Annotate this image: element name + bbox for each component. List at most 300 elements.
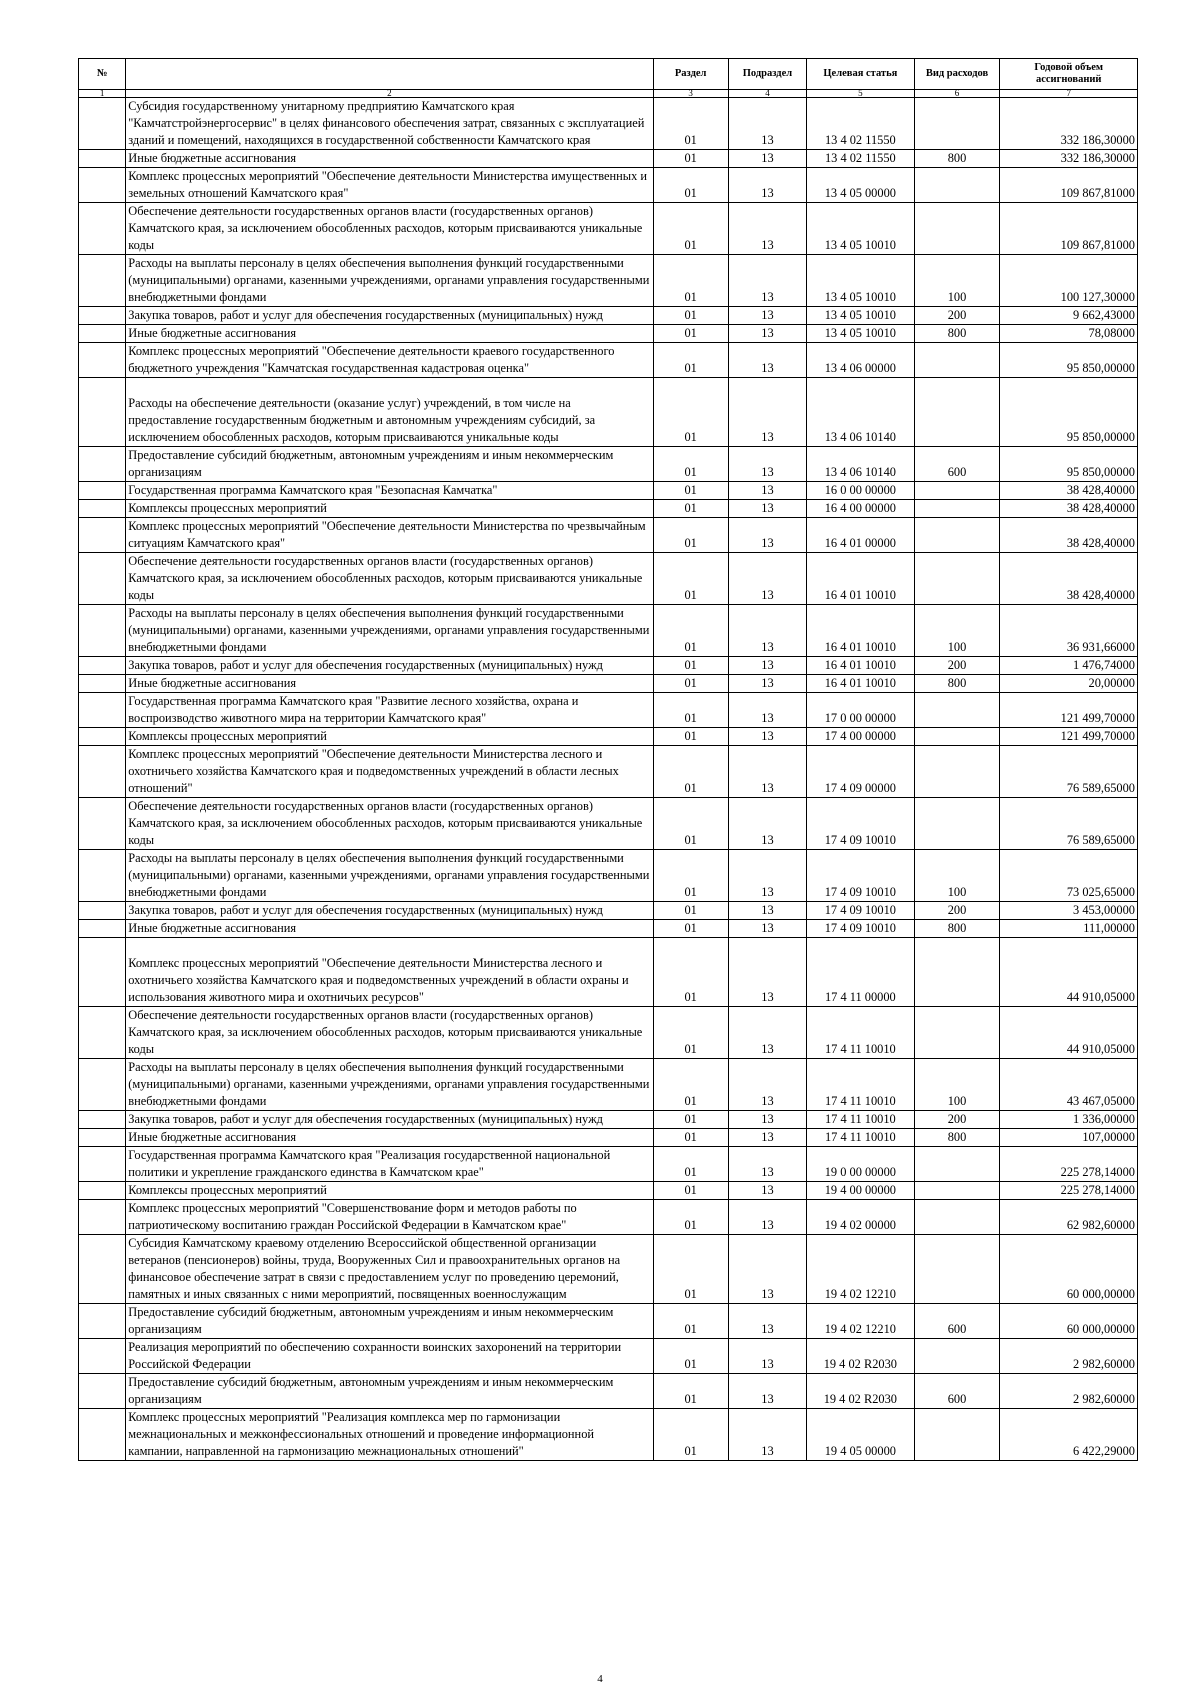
row-podrazdel-cell: 13 [728, 378, 806, 447]
table-row [79, 902, 1138, 920]
row-expense-type-cell [914, 1200, 1000, 1235]
row-amount-cell: 78,08000 [1000, 325, 1138, 343]
row-name-cell: Комплексы процессных мероприятий [126, 1182, 653, 1200]
table-row [79, 938, 1138, 1007]
row-podrazdel-cell: 13 [728, 657, 806, 675]
row-number-cell [79, 325, 126, 343]
row-target-article-cell: 17 4 11 10010 [807, 1059, 914, 1111]
row-amount-cell: 332 186,30000 [1000, 150, 1138, 168]
row-razdel-cell: 01 [653, 168, 728, 203]
row-razdel-cell: 01 [653, 728, 728, 746]
row-expense-type-cell [914, 693, 1000, 728]
row-expense-type-cell: 600 [914, 1304, 1000, 1339]
row-name-cell: Обеспечение деятельности государственных органов власти (государственных органов) Камчатского края, за исключением обособленных расходов, которым присваиваются уникальные коды [126, 203, 653, 255]
table-row [79, 1007, 1138, 1059]
row-expense-type-cell [914, 728, 1000, 746]
row-number-cell [79, 1182, 126, 1200]
row-expense-type-cell [914, 168, 1000, 203]
row-amount-cell: 95 850,00000 [1000, 378, 1138, 447]
row-razdel-cell: 01 [653, 605, 728, 657]
table-row [79, 1409, 1138, 1461]
budget-rows [79, 98, 1138, 1461]
row-name-cell: Комплекс процессных мероприятий "Реализация комплекса мер по гармонизации межнациональных и межконфессиональных отношений и проведение информационной кампании, направленной на гармонизацию межнациональных отношений" [126, 1409, 653, 1461]
row-name-cell: Иные бюджетные ассигнования [126, 675, 653, 693]
row-podrazdel-cell: 13 [728, 150, 806, 168]
row-razdel-cell: 01 [653, 1007, 728, 1059]
column-number: 2 [126, 90, 653, 98]
row-expense-type-cell: 800 [914, 920, 1000, 938]
row-podrazdel-cell: 13 [728, 518, 806, 553]
row-expense-type-cell [914, 1007, 1000, 1059]
row-expense-type-cell: 800 [914, 150, 1000, 168]
row-expense-type-cell: 100 [914, 255, 1000, 307]
row-name-cell: Закупка товаров, работ и услуг для обеспечения государственных (муниципальных) нужд [126, 1111, 653, 1129]
table-row [79, 1129, 1138, 1147]
row-razdel-cell: 01 [653, 447, 728, 482]
row-target-article-cell: 19 4 02 R2030 [807, 1374, 914, 1409]
row-razdel-cell: 01 [653, 1147, 728, 1182]
row-amount-cell: 109 867,81000 [1000, 168, 1138, 203]
row-target-article-cell: 17 4 11 00000 [807, 938, 914, 1007]
row-razdel-cell: 01 [653, 920, 728, 938]
row-target-article-cell: 19 4 02 00000 [807, 1200, 914, 1235]
table-row [79, 1111, 1138, 1129]
row-number-cell [79, 1304, 126, 1339]
row-amount-cell: 60 000,00000 [1000, 1304, 1138, 1339]
row-podrazdel-cell: 13 [728, 168, 806, 203]
row-expense-type-cell [914, 1235, 1000, 1304]
table-row [79, 255, 1138, 307]
row-podrazdel-cell: 13 [728, 1007, 806, 1059]
row-amount-cell: 225 278,14000 [1000, 1147, 1138, 1182]
row-number-cell [79, 150, 126, 168]
row-name-cell: Закупка товаров, работ и услуг для обеспечения государственных (муниципальных) нужд [126, 307, 653, 325]
row-number-cell [79, 203, 126, 255]
row-number-cell [79, 255, 126, 307]
table-row [79, 1374, 1138, 1409]
row-expense-type-cell [914, 482, 1000, 500]
row-target-article-cell: 13 4 05 10010 [807, 203, 914, 255]
row-name-cell: Обеспечение деятельности государственных органов власти (государственных органов) Камчатского края, за исключением обособленных расходов, которым присваиваются уникальные коды [126, 1007, 653, 1059]
row-amount-cell: 1 336,00000 [1000, 1111, 1138, 1129]
row-expense-type-cell: 600 [914, 1374, 1000, 1409]
table-row [79, 1182, 1138, 1200]
row-razdel-cell: 01 [653, 378, 728, 447]
row-name-cell: Комплексы процессных мероприятий [126, 500, 653, 518]
row-razdel-cell: 01 [653, 203, 728, 255]
row-target-article-cell: 17 4 09 10010 [807, 798, 914, 850]
row-amount-cell: 44 910,05000 [1000, 1007, 1138, 1059]
table-row [79, 482, 1138, 500]
row-name-cell: Предоставление субсидий бюджетным, автономным учреждениям и иным некоммерческим организациям [126, 1374, 653, 1409]
row-number-cell [79, 1129, 126, 1147]
row-razdel-cell: 01 [653, 850, 728, 902]
row-expense-type-cell [914, 798, 1000, 850]
row-number-cell [79, 1111, 126, 1129]
row-number-cell [79, 343, 126, 378]
row-target-article-cell: 19 0 00 00000 [807, 1147, 914, 1182]
row-podrazdel-cell: 13 [728, 343, 806, 378]
row-podrazdel-cell: 13 [728, 255, 806, 307]
row-name-cell: Комплексы процессных мероприятий [126, 728, 653, 746]
row-amount-cell: 121 499,70000 [1000, 728, 1138, 746]
column-number: 1 [79, 90, 126, 98]
row-razdel-cell: 01 [653, 1374, 728, 1409]
row-razdel-cell: 01 [653, 902, 728, 920]
row-amount-cell: 60 000,00000 [1000, 1235, 1138, 1304]
column-number: 3 [653, 90, 728, 98]
row-podrazdel-cell: 13 [728, 1111, 806, 1129]
table-row [79, 378, 1138, 447]
row-target-article-cell: 16 4 01 10010 [807, 675, 914, 693]
row-number-cell [79, 920, 126, 938]
budget-sheet [78, 58, 1138, 1461]
row-target-article-cell: 19 4 02 R2030 [807, 1339, 914, 1374]
table-row [79, 343, 1138, 378]
table-row [79, 675, 1138, 693]
row-expense-type-cell: 800 [914, 1129, 1000, 1147]
header-name [126, 59, 653, 90]
row-razdel-cell: 01 [653, 307, 728, 325]
row-name-cell: Государственная программа Камчатского края "Безопасная Камчатка" [126, 482, 653, 500]
row-podrazdel-cell: 13 [728, 325, 806, 343]
row-amount-cell: 332 186,30000 [1000, 98, 1138, 150]
row-name-cell: Комплекс процессных мероприятий "Обеспечение деятельности краевого государственного бюджетного учреждения "Камчатская государственная кадастровая оценка" [126, 343, 653, 378]
row-expense-type-cell: 200 [914, 657, 1000, 675]
row-amount-cell: 62 982,60000 [1000, 1200, 1138, 1235]
row-podrazdel-cell: 13 [728, 500, 806, 518]
row-expense-type-cell [914, 518, 1000, 553]
row-amount-cell: 121 499,70000 [1000, 693, 1138, 728]
row-target-article-cell: 17 4 09 10010 [807, 850, 914, 902]
row-podrazdel-cell: 13 [728, 798, 806, 850]
row-razdel-cell: 01 [653, 553, 728, 605]
table-row [79, 605, 1138, 657]
row-number-cell [79, 693, 126, 728]
row-amount-cell: 38 428,40000 [1000, 553, 1138, 605]
row-razdel-cell: 01 [653, 98, 728, 150]
row-podrazdel-cell: 13 [728, 482, 806, 500]
row-target-article-cell: 13 4 02 11550 [807, 98, 914, 150]
row-amount-cell: 43 467,05000 [1000, 1059, 1138, 1111]
row-podrazdel-cell: 13 [728, 1304, 806, 1339]
table-row [79, 518, 1138, 553]
row-name-cell: Комплекс процессных мероприятий "Обеспечение деятельности Министерства имущественных и земельных отношений Камчатского края" [126, 168, 653, 203]
row-target-article-cell: 19 4 00 00000 [807, 1182, 914, 1200]
row-target-article-cell: 19 4 02 12210 [807, 1235, 914, 1304]
row-podrazdel-cell: 13 [728, 1059, 806, 1111]
table-row [79, 203, 1138, 255]
row-target-article-cell: 13 4 05 10010 [807, 255, 914, 307]
row-target-article-cell: 13 4 02 11550 [807, 150, 914, 168]
row-podrazdel-cell: 13 [728, 553, 806, 605]
row-number-cell [79, 1374, 126, 1409]
header-razdel: Раздел [653, 59, 728, 90]
header-podrazdel: Подраздел [728, 59, 806, 90]
row-number-cell [79, 1339, 126, 1374]
row-number-cell [79, 605, 126, 657]
row-expense-type-cell: 600 [914, 447, 1000, 482]
row-expense-type-cell [914, 378, 1000, 447]
row-name-cell: Расходы на выплаты персоналу в целях обеспечения выполнения функций государственными (муниципальными) органами, казенными учреждениями, органами управления государственными внебюджетными фондами [126, 1059, 653, 1111]
row-target-article-cell: 17 4 09 00000 [807, 746, 914, 798]
row-name-cell: Расходы на выплаты персоналу в целях обеспечения выполнения функций государственными (муниципальными) органами, казенными учреждениями, органами управления государственными внебюджетными фондами [126, 605, 653, 657]
row-amount-cell: 107,00000 [1000, 1129, 1138, 1147]
header-expense-type: Вид расходов [914, 59, 1000, 90]
row-amount-cell: 38 428,40000 [1000, 482, 1138, 500]
row-amount-cell: 20,00000 [1000, 675, 1138, 693]
row-target-article-cell: 13 4 05 10010 [807, 307, 914, 325]
row-target-article-cell: 13 4 05 00000 [807, 168, 914, 203]
row-target-article-cell: 17 4 11 10010 [807, 1111, 914, 1129]
row-expense-type-cell: 100 [914, 850, 1000, 902]
row-number-cell [79, 378, 126, 447]
row-razdel-cell: 01 [653, 675, 728, 693]
row-target-article-cell: 13 4 06 00000 [807, 343, 914, 378]
row-podrazdel-cell: 13 [728, 920, 806, 938]
row-amount-cell: 44 910,05000 [1000, 938, 1138, 1007]
row-podrazdel-cell: 13 [728, 605, 806, 657]
table-row [79, 150, 1138, 168]
row-razdel-cell: 01 [653, 1200, 728, 1235]
row-number-cell [79, 798, 126, 850]
table-row [79, 850, 1138, 902]
row-name-cell: Иные бюджетные ассигнования [126, 1129, 653, 1147]
row-expense-type-cell: 200 [914, 902, 1000, 920]
row-target-article-cell: 16 4 01 10010 [807, 657, 914, 675]
row-razdel-cell: 01 [653, 1059, 728, 1111]
row-number-cell [79, 1235, 126, 1304]
row-amount-cell: 38 428,40000 [1000, 518, 1138, 553]
row-expense-type-cell [914, 1409, 1000, 1461]
row-expense-type-cell [914, 203, 1000, 255]
row-amount-cell: 95 850,00000 [1000, 343, 1138, 378]
row-amount-cell: 9 662,43000 [1000, 307, 1138, 325]
column-number: 5 [807, 90, 914, 98]
row-podrazdel-cell: 13 [728, 1200, 806, 1235]
row-podrazdel-cell: 13 [728, 675, 806, 693]
table-row [79, 1235, 1138, 1304]
row-amount-cell: 2 982,60000 [1000, 1374, 1138, 1409]
row-expense-type-cell [914, 98, 1000, 150]
row-razdel-cell: 01 [653, 938, 728, 1007]
row-name-cell: Субсидия государственному унитарному предприятию Камчатского края "Камчатстройэнергосервис" в целях финансового обеспечения затрат, связанных с эксплуатацией зданий и помещений, находящихся в государственной собственности Камчатского края [126, 98, 653, 150]
row-number-cell [79, 657, 126, 675]
row-name-cell: Государственная программа Камчатского края "Реализация государственной национальной политики и укрепление гражданского единства в Камчатском крае" [126, 1147, 653, 1182]
row-expense-type-cell [914, 746, 1000, 798]
table-row [79, 325, 1138, 343]
row-name-cell: Комплекс процессных мероприятий "Обеспечение деятельности Министерства лесного и охотничьего хозяйства Камчатского края и подведомственных учреждений в области охраны и использования животного мира и охотничьих ресурсов" [126, 938, 653, 1007]
row-podrazdel-cell: 13 [728, 1147, 806, 1182]
row-number-cell [79, 168, 126, 203]
row-razdel-cell: 01 [653, 1339, 728, 1374]
row-amount-cell: 38 428,40000 [1000, 500, 1138, 518]
row-razdel-cell: 01 [653, 255, 728, 307]
row-podrazdel-cell: 13 [728, 98, 806, 150]
row-expense-type-cell: 800 [914, 325, 1000, 343]
column-number: 6 [914, 90, 1000, 98]
row-amount-cell: 3 453,00000 [1000, 902, 1138, 920]
row-podrazdel-cell: 13 [728, 1409, 806, 1461]
row-amount-cell: 1 476,74000 [1000, 657, 1138, 675]
row-podrazdel-cell: 13 [728, 1182, 806, 1200]
row-target-article-cell: 17 4 11 10010 [807, 1007, 914, 1059]
row-expense-type-cell [914, 500, 1000, 518]
row-podrazdel-cell: 13 [728, 203, 806, 255]
row-expense-type-cell: 200 [914, 307, 1000, 325]
row-number-cell [79, 1007, 126, 1059]
row-razdel-cell: 01 [653, 150, 728, 168]
row-name-cell: Комплекс процессных мероприятий "Обеспечение деятельности Министерства лесного и охотничьего хозяйства Камчатского края и подведомственных учреждений в области лесных отношений" [126, 746, 653, 798]
row-razdel-cell: 01 [653, 657, 728, 675]
row-target-article-cell: 16 4 01 10010 [807, 605, 914, 657]
column-number-row [79, 90, 1138, 98]
row-name-cell: Государственная программа Камчатского края "Развитие лесного хозяйства, охрана и воспроизводство животного мира на территории Камчатского края" [126, 693, 653, 728]
row-expense-type-cell: 100 [914, 605, 1000, 657]
row-target-article-cell: 17 0 00 00000 [807, 693, 914, 728]
row-number-cell [79, 728, 126, 746]
row-number-cell [79, 98, 126, 150]
table-row [79, 98, 1138, 150]
row-name-cell: Предоставление субсидий бюджетным, автономным учреждениям и иным некоммерческим организациям [126, 447, 653, 482]
row-name-cell: Закупка товаров, работ и услуг для обеспечения государственных (муниципальных) нужд [126, 657, 653, 675]
table-row [79, 657, 1138, 675]
row-name-cell: Реализация мероприятий по обеспечению сохранности воинских захоронений на территории Российской Федерации [126, 1339, 653, 1374]
table-row [79, 746, 1138, 798]
row-podrazdel-cell: 13 [728, 746, 806, 798]
row-podrazdel-cell: 13 [728, 1235, 806, 1304]
table-row [79, 447, 1138, 482]
row-name-cell: Иные бюджетные ассигнования [126, 150, 653, 168]
row-razdel-cell: 01 [653, 693, 728, 728]
row-number-cell [79, 1147, 126, 1182]
row-podrazdel-cell: 13 [728, 307, 806, 325]
table-row [79, 728, 1138, 746]
row-target-article-cell: 17 4 09 10010 [807, 902, 914, 920]
row-razdel-cell: 01 [653, 1304, 728, 1339]
row-expense-type-cell [914, 1147, 1000, 1182]
row-name-cell: Субсидия Камчатскому краевому отделению Всероссийской общественной организации ветеранов (пенсионеров) войны, труда, Вооруженных Сил и правоохранительных органов на финансовое обеспечение затрат в связи с предоставлением услуг по проведению церемоний, памятных и иных связанных с ними мероприятий, посвященных военнослужащим [126, 1235, 653, 1304]
row-name-cell: Иные бюджетные ассигнования [126, 920, 653, 938]
header-row [79, 59, 1138, 90]
row-name-cell: Закупка товаров, работ и услуг для обеспечения государственных (муниципальных) нужд [126, 902, 653, 920]
row-expense-type-cell [914, 553, 1000, 605]
row-podrazdel-cell: 13 [728, 693, 806, 728]
row-target-article-cell: 19 4 02 12210 [807, 1304, 914, 1339]
row-target-article-cell: 16 0 00 00000 [807, 482, 914, 500]
table-row [79, 1147, 1138, 1182]
table-row [79, 500, 1138, 518]
row-razdel-cell: 01 [653, 798, 728, 850]
row-name-cell: Комплекс процессных мероприятий "Обеспечение деятельности Министерства по чрезвычайным ситуациям Камчатского края" [126, 518, 653, 553]
row-target-article-cell: 17 4 00 00000 [807, 728, 914, 746]
row-razdel-cell: 01 [653, 343, 728, 378]
row-number-cell [79, 1200, 126, 1235]
row-amount-cell: 111,00000 [1000, 920, 1138, 938]
row-expense-type-cell [914, 1182, 1000, 1200]
row-number-cell [79, 902, 126, 920]
row-amount-cell: 2 982,60000 [1000, 1339, 1138, 1374]
row-expense-type-cell [914, 938, 1000, 1007]
row-podrazdel-cell: 13 [728, 850, 806, 902]
row-razdel-cell: 01 [653, 500, 728, 518]
row-number-cell [79, 938, 126, 1007]
row-number-cell [79, 482, 126, 500]
row-target-article-cell: 16 4 01 00000 [807, 518, 914, 553]
row-expense-type-cell [914, 343, 1000, 378]
row-target-article-cell: 13 4 06 10140 [807, 378, 914, 447]
row-razdel-cell: 01 [653, 1409, 728, 1461]
row-number-cell [79, 1409, 126, 1461]
header-annual-amount: Годовой объем ассигнований [1000, 59, 1138, 90]
row-number-cell [79, 675, 126, 693]
row-amount-cell: 109 867,81000 [1000, 203, 1138, 255]
row-name-cell: Обеспечение деятельности государственных органов власти (государственных органов) Камчатского края, за исключением обособленных расходов, которым присваиваются уникальные коды [126, 553, 653, 605]
row-expense-type-cell [914, 1339, 1000, 1374]
row-razdel-cell: 01 [653, 746, 728, 798]
row-target-article-cell: 19 4 05 00000 [807, 1409, 914, 1461]
row-razdel-cell: 01 [653, 1235, 728, 1304]
row-name-cell: Комплекс процессных мероприятий "Совершенствование форм и методов работы по патриотическому воспитанию граждан Российской Федерации в Камчатском крае" [126, 1200, 653, 1235]
page-number: 4 [597, 1673, 603, 1685]
row-name-cell: Расходы на выплаты персоналу в целях обеспечения выполнения функций государственными (муниципальными) органами, казенными учреждениями, органами управления государственными внебюджетными фондами [126, 850, 653, 902]
row-expense-type-cell: 100 [914, 1059, 1000, 1111]
row-name-cell: Обеспечение деятельности государственных органов власти (государственных органов) Камчатского края, за исключением обособленных расходов, которым присваиваются уникальные коды [126, 798, 653, 850]
row-number-cell [79, 850, 126, 902]
column-number: 7 [1000, 90, 1138, 98]
budget-table [78, 58, 1138, 1461]
row-expense-type-cell: 200 [914, 1111, 1000, 1129]
table-row [79, 553, 1138, 605]
row-target-article-cell: 17 4 09 10010 [807, 920, 914, 938]
row-podrazdel-cell: 13 [728, 938, 806, 1007]
row-amount-cell: 225 278,14000 [1000, 1182, 1138, 1200]
table-row [79, 1339, 1138, 1374]
row-number-cell [79, 553, 126, 605]
row-number-cell [79, 307, 126, 325]
table-row [79, 1200, 1138, 1235]
row-target-article-cell: 17 4 11 10010 [807, 1129, 914, 1147]
row-expense-type-cell: 800 [914, 675, 1000, 693]
row-number-cell [79, 447, 126, 482]
row-amount-cell: 73 025,65000 [1000, 850, 1138, 902]
row-podrazdel-cell: 13 [728, 1374, 806, 1409]
row-target-article-cell: 16 4 00 00000 [807, 500, 914, 518]
row-number-cell [79, 518, 126, 553]
row-name-cell: Иные бюджетные ассигнования [126, 325, 653, 343]
row-amount-cell: 36 931,66000 [1000, 605, 1138, 657]
row-name-cell: Предоставление субсидий бюджетным, автономным учреждениям и иным некоммерческим организациям [126, 1304, 653, 1339]
table-row [79, 920, 1138, 938]
row-target-article-cell: 13 4 06 10140 [807, 447, 914, 482]
row-number-cell [79, 500, 126, 518]
table-row [79, 1304, 1138, 1339]
row-name-cell: Расходы на выплаты персоналу в целях обеспечения выполнения функций государственными (муниципальными) органами, казенными учреждениями, органами управления государственными внебюджетными фондами [126, 255, 653, 307]
row-podrazdel-cell: 13 [728, 728, 806, 746]
row-target-article-cell: 16 4 01 10010 [807, 553, 914, 605]
row-podrazdel-cell: 13 [728, 902, 806, 920]
table-row [79, 798, 1138, 850]
row-name-cell: Расходы на обеспечение деятельности (оказание услуг) учреждений, в том числе на предоставление государственным бюджетным и автономным учреждениям субсидий, за исключением обособленных расходов, которым присваиваются уникальные коды [126, 378, 653, 447]
row-number-cell [79, 1059, 126, 1111]
header-num: № [79, 59, 126, 90]
table-row [79, 693, 1138, 728]
table-row [79, 1059, 1138, 1111]
row-podrazdel-cell: 13 [728, 447, 806, 482]
row-razdel-cell: 01 [653, 325, 728, 343]
header-target-article: Целевая статья [807, 59, 914, 90]
row-amount-cell: 100 127,30000 [1000, 255, 1138, 307]
